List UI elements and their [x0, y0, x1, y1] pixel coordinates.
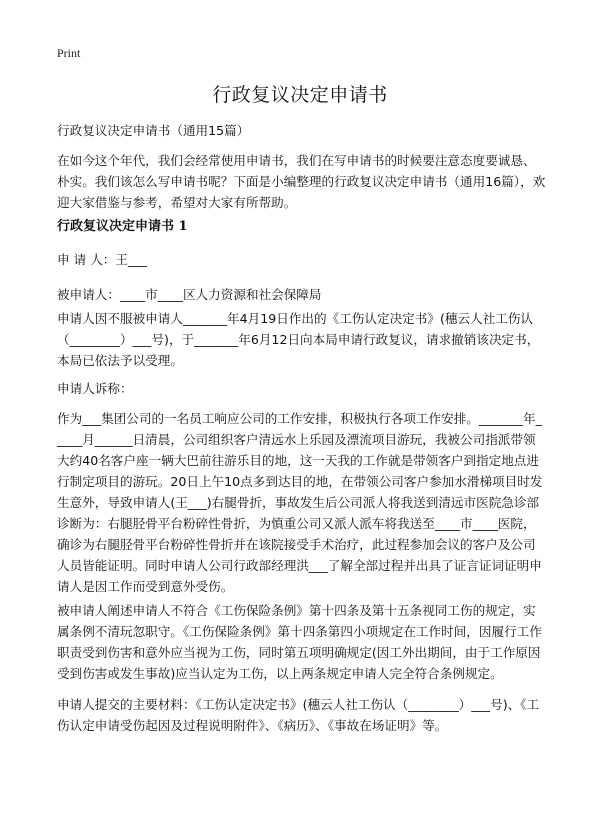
section-heading: 行政复议决定申请书 1: [57, 219, 188, 234]
claim-paragraph: 作为___集团公司的一名员工响应公司的工作安排，积极执行各项工作安排。_______年_____月______日清晨，公司组织客户清远水上乐园及漂流项目游玩，我被公司指派带领大约40名客户座一辆大巴前往游乐目的地，这一天我的工作就是带领客户到指定地点进行制定项目的游玩。20日上午10点多到达目的地，在带领公司客户参加水滑梯项目时发生意外，导致申请人(王___)右腿骨折，事故发生后公司派人将我送到清远市医院急诊部诊断为：右腿胫骨平台粉碎性骨折，为慎重公司又派人派车将我送至____市____医院，确诊为右腿胫骨平台粉碎性骨折并在该院接受手术治疗，此过程参加会议的客户及公司人员皆能证明。同时申请人公司行政部经理洪___了解全部过程并出具了证言证词证明申请人是因工作而受到意外受伤。: [57, 411, 543, 594]
claim-label: 申请人诉称：: [57, 381, 133, 396]
document-subtitle: 行政复议决定申请书（通用15篇）: [57, 123, 250, 138]
law-paragraph: 被申请人阐述申请人不符合《工伤保险条例》第十四条及第十五条视同工伤的规定，实属条例不清玩忽职守。《工伤保险条例》第十四条第四小项规定在工作时间，因履行工作职责受到伤害和意外应当视为工伤，同时第五项明确规定(因工外出期间，由于工作原因受到伤害或发生事故)应当认定为工伤，以上两条规定申请人完全符合条例规定。: [57, 603, 542, 681]
request-paragraph: 申请人因不服被申请人_______年4月19日作出的《工伤认定决定书》(穗云人社工伤认（________）___号)，于_______年6月12日向本局申请行政复议，请求撤销该决定书，本局已依法予以受理。: [57, 311, 540, 368]
print-link[interactable]: Print: [57, 46, 81, 60]
materials-paragraph: 申请人提交的主要材料：《工伤认定决定书》(穗云人社工伤认（________）___号)、《工伤认定申请受伤起因及过程说明附件》、《病历》、《事故在场证明》等。: [57, 697, 540, 733]
respondent-line: 被申请人：____市____区人力资源和社会保障局: [57, 287, 322, 302]
document-title: 行政复议决定申请书: [212, 84, 388, 106]
applicant-line: 申 请 人：王___: [57, 252, 147, 267]
intro-paragraph: 在如今这个年代，我们会经常使用申请书，我们在写申请书的时候要注意态度要诚恳、朴实。我们该怎么写申请书呢？下面是小编整理的行政复议决定申请书（通用16篇），欢迎大家借鉴与参考，希望对大家有所帮助。: [57, 153, 546, 210]
